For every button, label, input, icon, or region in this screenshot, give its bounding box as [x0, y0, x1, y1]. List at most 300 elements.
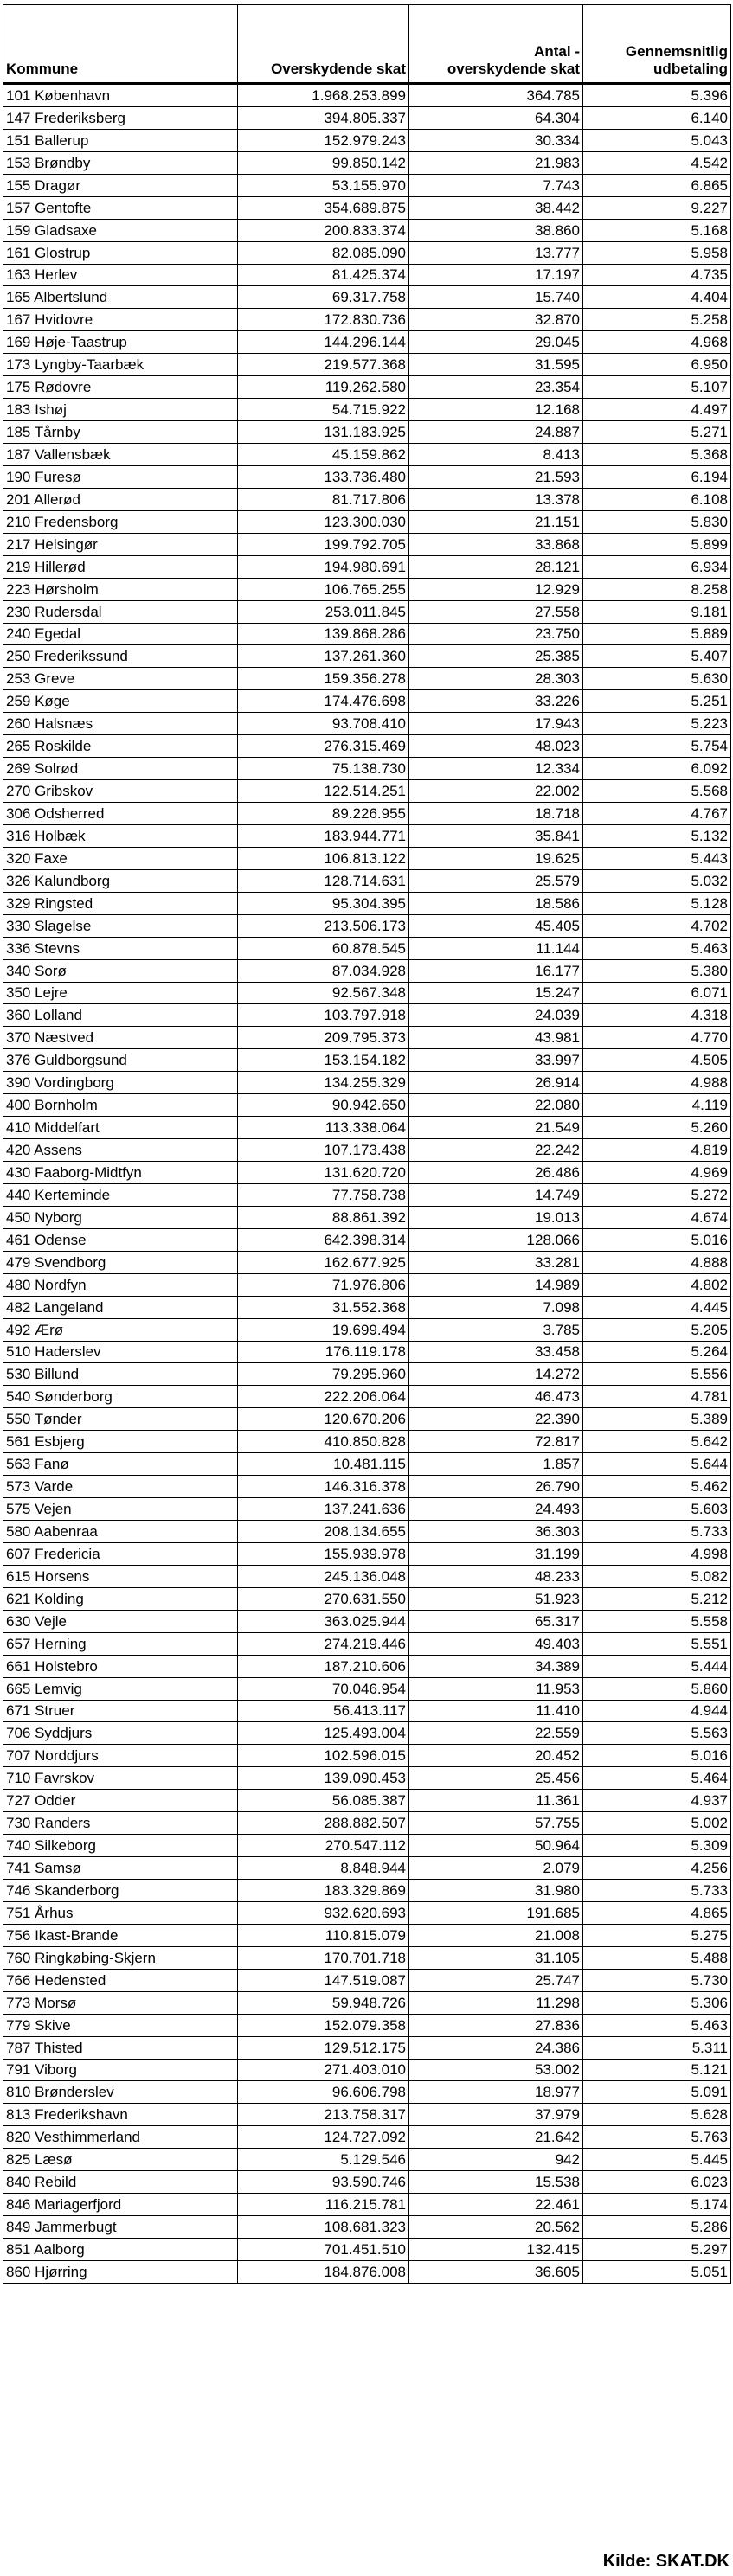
cell-antal: 36.605	[409, 2260, 583, 2283]
cell-antal: 22.461	[409, 2194, 583, 2216]
cell-antal: 19.625	[409, 847, 583, 869]
cell-gennemsnit: 5.032	[583, 869, 731, 892]
cell-gennemsnit: 5.168	[583, 219, 731, 241]
cell-kommune: 219 Hillerød	[3, 555, 238, 578]
cell-overskydende-skat: 53.155.970	[238, 174, 409, 196]
cell-gennemsnit: 4.674	[583, 1206, 731, 1228]
table-row	[3, 623, 731, 645]
cell-antal: 13.777	[409, 241, 583, 264]
cell-overskydende-skat: 82.085.090	[238, 241, 409, 264]
cell-overskydende-skat: 133.736.480	[238, 465, 409, 488]
table-row	[3, 2149, 731, 2171]
cell-antal: 57.755	[409, 1812, 583, 1835]
cell-kommune: 607 Fredericia	[3, 1542, 238, 1565]
cell-antal: 24.493	[409, 1498, 583, 1521]
table-row	[3, 1318, 731, 1341]
cell-overskydende-skat: 183.944.771	[238, 824, 409, 847]
cell-kommune: 760 Ringkøbing-Skjern	[3, 1946, 238, 1969]
cell-kommune: 756 Ikast-Brande	[3, 1924, 238, 1946]
table-row	[3, 286, 731, 309]
cell-antal: 20.562	[409, 2216, 583, 2239]
cell-kommune: 561 Esbjerg	[3, 1431, 238, 1453]
cell-overskydende-skat: 270.547.112	[238, 1835, 409, 1857]
cell-antal: 22.559	[409, 1722, 583, 1745]
cell-overskydende-skat: 59.948.726	[238, 1991, 409, 2014]
cell-kommune: 163 Herlev	[3, 264, 238, 286]
cell-antal: 191.685	[409, 1901, 583, 1924]
table-row	[3, 959, 731, 982]
cell-overskydende-skat: 139.090.453	[238, 1767, 409, 1790]
cell-antal: 32.870	[409, 309, 583, 331]
cell-gennemsnit: 4.735	[583, 264, 731, 286]
cell-antal: 23.354	[409, 376, 583, 399]
cell-gennemsnit: 6.194	[583, 465, 731, 488]
header-overskydende-skat: Overskydende skat	[238, 5, 409, 84]
table-row	[3, 2216, 731, 2239]
cell-kommune: 530 Billund	[3, 1363, 238, 1386]
cell-gennemsnit: 4.781	[583, 1386, 731, 1408]
cell-overskydende-skat: 932.620.693	[238, 1901, 409, 1924]
table-row	[3, 376, 731, 399]
cell-antal: 23.750	[409, 623, 583, 645]
table-row	[3, 1790, 731, 1812]
cell-gennemsnit: 5.830	[583, 510, 731, 533]
table-row	[3, 690, 731, 713]
cell-gennemsnit: 5.603	[583, 1498, 731, 1521]
table-row	[3, 1857, 731, 1880]
table-row	[3, 1139, 731, 1162]
cell-antal: 24.887	[409, 421, 583, 444]
table-row	[3, 914, 731, 937]
cell-kommune: 159 Gladsaxe	[3, 219, 238, 241]
cell-overskydende-skat: 75.138.730	[238, 758, 409, 780]
cell-kommune: 250 Frederikssund	[3, 645, 238, 668]
cell-kommune: 169 Høje-Taastrup	[3, 331, 238, 354]
source-credit: Kilde: SKAT.DK	[602, 2552, 730, 2571]
cell-gennemsnit: 5.380	[583, 959, 731, 982]
cell-gennemsnit: 5.311	[583, 2036, 731, 2059]
table-row	[3, 1565, 731, 1587]
table-body	[3, 84, 731, 2284]
cell-gennemsnit: 5.563	[583, 1722, 731, 1745]
cell-gennemsnit: 5.464	[583, 1767, 731, 1790]
cell-kommune: 259 Køge	[3, 690, 238, 713]
cell-antal: 43.981	[409, 1027, 583, 1049]
cell-kommune: 479 Svendborg	[3, 1251, 238, 1273]
cell-overskydende-skat: 116.215.781	[238, 2194, 409, 2216]
cell-kommune: 187 Vallensbæk	[3, 444, 238, 466]
table-row	[3, 1677, 731, 1700]
cell-antal: 2.079	[409, 1857, 583, 1880]
cell-gennemsnit: 6.934	[583, 555, 731, 578]
cell-gennemsnit: 5.463	[583, 937, 731, 959]
cell-kommune: 825 Læsø	[3, 2149, 238, 2171]
cell-gennemsnit: 4.505	[583, 1049, 731, 1072]
cell-gennemsnit: 4.988	[583, 1072, 731, 1094]
cell-gennemsnit: 4.969	[583, 1162, 731, 1184]
cell-kommune: 773 Morsø	[3, 1991, 238, 2014]
cell-kommune: 665 Lemvig	[3, 1677, 238, 1700]
cell-overskydende-skat: 102.596.015	[238, 1745, 409, 1767]
cell-gennemsnit: 5.286	[583, 2216, 731, 2239]
cell-antal: 28.303	[409, 668, 583, 690]
cell-kommune: 101 København	[3, 84, 238, 107]
cell-gennemsnit: 4.702	[583, 914, 731, 937]
table-row	[3, 331, 731, 354]
cell-overskydende-skat: 253.011.845	[238, 600, 409, 623]
cell-gennemsnit: 4.445	[583, 1296, 731, 1318]
cell-antal: 24.039	[409, 1004, 583, 1027]
table-row	[3, 1745, 731, 1767]
cell-overskydende-skat: 276.315.469	[238, 735, 409, 758]
table-row	[3, 1610, 731, 1632]
cell-kommune: 336 Stevns	[3, 937, 238, 959]
cell-antal: 48.233	[409, 1565, 583, 1587]
cell-overskydende-skat: 153.154.182	[238, 1049, 409, 1072]
table-row	[3, 1228, 731, 1251]
cell-gennemsnit: 5.306	[583, 1991, 731, 2014]
cell-antal: 48.023	[409, 735, 583, 758]
cell-antal: 25.385	[409, 645, 583, 668]
table-row	[3, 2260, 731, 2283]
cell-antal: 22.390	[409, 1408, 583, 1431]
cell-overskydende-skat: 87.034.928	[238, 959, 409, 982]
cell-kommune: 746 Skanderborg	[3, 1880, 238, 1902]
table-row	[3, 264, 731, 286]
cell-kommune: 306 Odsherred	[3, 803, 238, 825]
cell-gennemsnit: 5.174	[583, 2194, 731, 2216]
cell-antal: 18.718	[409, 803, 583, 825]
cell-antal: 21.008	[409, 1924, 583, 1946]
table-row	[3, 1655, 731, 1677]
cell-kommune: 329 Ringsted	[3, 892, 238, 914]
cell-antal: 17.197	[409, 264, 583, 286]
cell-gennemsnit: 5.091	[583, 2081, 731, 2104]
cell-antal: 29.045	[409, 331, 583, 354]
cell-gennemsnit: 5.860	[583, 1677, 731, 1700]
cell-antal: 25.456	[409, 1767, 583, 1790]
cell-antal: 53.002	[409, 2059, 583, 2081]
cell-kommune: 706 Syddjurs	[3, 1722, 238, 1745]
cell-antal: 38.442	[409, 196, 583, 219]
cell-gennemsnit: 5.251	[583, 690, 731, 713]
cell-gennemsnit: 4.865	[583, 1901, 731, 1924]
cell-antal: 35.841	[409, 824, 583, 847]
cell-kommune: 482 Langeland	[3, 1296, 238, 1318]
cell-antal: 18.586	[409, 892, 583, 914]
table-row	[3, 2126, 731, 2149]
cell-kommune: 316 Holbæk	[3, 824, 238, 847]
cell-kommune: 151 Ballerup	[3, 129, 238, 151]
table-row	[3, 555, 731, 578]
table-row	[3, 1251, 731, 1273]
cell-antal: 128.066	[409, 1228, 583, 1251]
cell-gennemsnit: 5.556	[583, 1363, 731, 1386]
cell-gennemsnit: 5.297	[583, 2239, 731, 2261]
cell-kommune: 741 Samsø	[3, 1857, 238, 1880]
cell-antal: 11.298	[409, 1991, 583, 2014]
cell-antal: 50.964	[409, 1835, 583, 1857]
cell-overskydende-skat: 79.295.960	[238, 1363, 409, 1386]
cell-overskydende-skat: 8.848.944	[238, 1857, 409, 1880]
cell-overskydende-skat: 209.795.373	[238, 1027, 409, 1049]
cell-gennemsnit: 5.212	[583, 1587, 731, 1610]
cell-antal: 21.549	[409, 1117, 583, 1139]
cell-antal: 11.144	[409, 937, 583, 959]
table-row	[3, 1296, 731, 1318]
cell-gennemsnit: 5.630	[583, 668, 731, 690]
cell-antal: 33.281	[409, 1251, 583, 1273]
cell-overskydende-skat: 184.876.008	[238, 2260, 409, 2283]
cell-gennemsnit: 5.763	[583, 2126, 731, 2149]
cell-overskydende-skat: 194.980.691	[238, 555, 409, 578]
cell-overskydende-skat: 70.046.954	[238, 1677, 409, 1700]
cell-overskydende-skat: 701.451.510	[238, 2239, 409, 2261]
cell-gennemsnit: 5.205	[583, 1318, 731, 1341]
cell-kommune: 340 Sorø	[3, 959, 238, 982]
cell-antal: 21.593	[409, 465, 583, 488]
table-row	[3, 1476, 731, 1498]
table-row	[3, 1946, 731, 1969]
table-row	[3, 2239, 731, 2261]
cell-overskydende-skat: 131.183.925	[238, 421, 409, 444]
cell-gennemsnit: 4.802	[583, 1273, 731, 1296]
cell-gennemsnit: 5.264	[583, 1341, 731, 1363]
table-row	[3, 309, 731, 331]
cell-overskydende-skat: 137.261.360	[238, 645, 409, 668]
cell-overskydende-skat: 176.119.178	[238, 1341, 409, 1363]
table-row	[3, 600, 731, 623]
cell-kommune: 846 Mariagerfjord	[3, 2194, 238, 2216]
table-row	[3, 869, 731, 892]
cell-kommune: 240 Egedal	[3, 623, 238, 645]
cell-antal: 8.413	[409, 444, 583, 466]
cell-overskydende-skat: 19.699.494	[238, 1318, 409, 1341]
cell-overskydende-skat: 108.681.323	[238, 2216, 409, 2239]
cell-overskydende-skat: 120.670.206	[238, 1408, 409, 1431]
cell-gennemsnit: 5.463	[583, 2014, 731, 2036]
table-row	[3, 1027, 731, 1049]
cell-gennemsnit: 6.023	[583, 2171, 731, 2194]
cell-overskydende-skat: 124.727.092	[238, 2126, 409, 2149]
table-row	[3, 2104, 731, 2126]
cell-kommune: 550 Tønder	[3, 1408, 238, 1431]
table-row	[3, 106, 731, 129]
cell-gennemsnit: 9.227	[583, 196, 731, 219]
header-row	[3, 5, 731, 84]
cell-overskydende-skat: 95.304.395	[238, 892, 409, 914]
cell-antal: 31.595	[409, 354, 583, 376]
table-row	[3, 1341, 731, 1363]
cell-overskydende-skat: 106.765.255	[238, 578, 409, 600]
cell-kommune: 840 Rebild	[3, 2171, 238, 2194]
cell-gennemsnit: 6.071	[583, 982, 731, 1004]
cell-kommune: 253 Greve	[3, 668, 238, 690]
cell-antal: 16.177	[409, 959, 583, 982]
cell-kommune: 630 Vejle	[3, 1610, 238, 1632]
cell-overskydende-skat: 174.476.698	[238, 690, 409, 713]
cell-gennemsnit: 5.223	[583, 713, 731, 735]
cell-gennemsnit: 5.958	[583, 241, 731, 264]
cell-antal: 33.458	[409, 1341, 583, 1363]
cell-overskydende-skat: 81.717.806	[238, 488, 409, 510]
cell-kommune: 492 Ærø	[3, 1318, 238, 1341]
cell-antal: 13.378	[409, 488, 583, 510]
cell-antal: 38.860	[409, 219, 583, 241]
cell-gennemsnit: 6.108	[583, 488, 731, 510]
table-row	[3, 824, 731, 847]
table-row	[3, 1498, 731, 1521]
cell-kommune: 810 Brønderslev	[3, 2081, 238, 2104]
cell-gennemsnit: 5.568	[583, 780, 731, 803]
cell-overskydende-skat: 134.255.329	[238, 1072, 409, 1094]
cell-antal: 14.989	[409, 1273, 583, 1296]
cell-kommune: 190 Furesø	[3, 465, 238, 488]
table-row	[3, 2014, 731, 2036]
cell-antal: 1.857	[409, 1453, 583, 1476]
table-row	[3, 1767, 731, 1790]
cell-gennemsnit: 4.256	[583, 1857, 731, 1880]
cell-kommune: 710 Favrskov	[3, 1767, 238, 1790]
table-row	[3, 1117, 731, 1139]
cell-kommune: 173 Lyngby-Taarbæk	[3, 354, 238, 376]
cell-antal: 30.334	[409, 129, 583, 151]
cell-gennemsnit: 5.396	[583, 84, 731, 107]
table-row	[3, 1183, 731, 1206]
cell-kommune: 450 Nyborg	[3, 1206, 238, 1228]
cell-kommune: 580 Aabenraa	[3, 1521, 238, 1543]
table-row	[3, 1521, 731, 1543]
cell-overskydende-skat: 113.338.064	[238, 1117, 409, 1139]
table-row	[3, 1991, 731, 2014]
cell-kommune: 480 Nordfyn	[3, 1273, 238, 1296]
cell-gennemsnit: 6.092	[583, 758, 731, 780]
header-antal-line1: Antal -	[534, 42, 580, 60]
cell-overskydende-skat: 274.219.446	[238, 1632, 409, 1655]
cell-overskydende-skat: 213.506.173	[238, 914, 409, 937]
table-row	[3, 421, 731, 444]
cell-antal: 26.914	[409, 1072, 583, 1094]
cell-overskydende-skat: 199.792.705	[238, 533, 409, 555]
cell-overskydende-skat: 31.552.368	[238, 1296, 409, 1318]
table-row	[3, 1072, 731, 1094]
cell-overskydende-skat: 159.356.278	[238, 668, 409, 690]
cell-overskydende-skat: 96.606.798	[238, 2081, 409, 2104]
cell-overskydende-skat: 103.797.918	[238, 1004, 409, 1027]
table-row	[3, 1094, 731, 1117]
cell-kommune: 510 Haderslev	[3, 1341, 238, 1363]
cell-kommune: 621 Kolding	[3, 1587, 238, 1610]
cell-gennemsnit: 5.016	[583, 1745, 731, 1767]
cell-kommune: 420 Assens	[3, 1139, 238, 1162]
table-row	[3, 1049, 731, 1072]
table-row	[3, 713, 731, 735]
cell-kommune: 370 Næstved	[3, 1027, 238, 1049]
cell-gennemsnit: 4.998	[583, 1542, 731, 1565]
cell-kommune: 563 Fanø	[3, 1453, 238, 1476]
cell-antal: 11.361	[409, 1790, 583, 1812]
table-row	[3, 1880, 731, 1902]
cell-overskydende-skat: 93.708.410	[238, 713, 409, 735]
cell-kommune: 330 Slagelse	[3, 914, 238, 937]
cell-gennemsnit: 4.968	[583, 331, 731, 354]
cell-kommune: 851 Aalborg	[3, 2239, 238, 2261]
cell-gennemsnit: 5.462	[583, 1476, 731, 1498]
table-row	[3, 2194, 731, 2216]
cell-kommune: 791 Viborg	[3, 2059, 238, 2081]
cell-overskydende-skat: 119.262.580	[238, 376, 409, 399]
cell-antal: 49.403	[409, 1632, 583, 1655]
header-gennemsnitlig-line1: Gennemsnitlig	[625, 42, 728, 60]
cell-gennemsnit: 5.644	[583, 1453, 731, 1476]
cell-antal: 36.303	[409, 1521, 583, 1543]
cell-overskydende-skat: 642.398.314	[238, 1228, 409, 1251]
cell-kommune: 730 Randers	[3, 1812, 238, 1835]
cell-antal: 46.473	[409, 1386, 583, 1408]
cell-gennemsnit: 4.819	[583, 1139, 731, 1162]
cell-gennemsnit: 5.132	[583, 824, 731, 847]
table-row	[3, 1542, 731, 1565]
cell-kommune: 320 Faxe	[3, 847, 238, 869]
cell-kommune: 326 Kalundborg	[3, 869, 238, 892]
table-row	[3, 84, 731, 107]
table-row	[3, 444, 731, 466]
table-row	[3, 196, 731, 219]
cell-antal: 24.386	[409, 2036, 583, 2059]
table-row	[3, 241, 731, 264]
cell-overskydende-skat: 152.979.243	[238, 129, 409, 151]
table-row	[3, 2036, 731, 2059]
cell-kommune: 440 Kerteminde	[3, 1183, 238, 1206]
cell-gennemsnit: 5.258	[583, 309, 731, 331]
cell-kommune: 787 Thisted	[3, 2036, 238, 2059]
cell-gennemsnit: 4.937	[583, 1790, 731, 1812]
cell-kommune: 390 Vordingborg	[3, 1072, 238, 1094]
cell-gennemsnit: 4.888	[583, 1251, 731, 1273]
table-row	[3, 533, 731, 555]
cell-gennemsnit: 5.444	[583, 1655, 731, 1677]
cell-gennemsnit: 5.368	[583, 444, 731, 466]
cell-overskydende-skat: 208.134.655	[238, 1521, 409, 1543]
header-antal-line2: overskydende skat	[447, 61, 580, 78]
cell-antal: 72.817	[409, 1431, 583, 1453]
cell-overskydende-skat: 288.882.507	[238, 1812, 409, 1835]
cell-overskydende-skat: 69.317.758	[238, 286, 409, 309]
cell-antal: 20.452	[409, 1745, 583, 1767]
cell-antal: 33.868	[409, 533, 583, 555]
cell-kommune: 350 Lejre	[3, 982, 238, 1004]
cell-overskydende-skat: 270.631.550	[238, 1587, 409, 1610]
cell-antal: 31.105	[409, 1946, 583, 1969]
cell-overskydende-skat: 131.620.720	[238, 1162, 409, 1184]
cell-antal: 12.168	[409, 399, 583, 421]
table-row	[3, 2171, 731, 2194]
cell-overskydende-skat: 92.567.348	[238, 982, 409, 1004]
cell-kommune: 813 Frederikshavn	[3, 2104, 238, 2126]
cell-antal: 364.785	[409, 84, 583, 107]
cell-gennemsnit: 5.128	[583, 892, 731, 914]
cell-gennemsnit: 4.318	[583, 1004, 731, 1027]
cell-gennemsnit: 5.558	[583, 1610, 731, 1632]
cell-antal: 18.977	[409, 2081, 583, 2104]
cell-kommune: 223 Hørsholm	[3, 578, 238, 600]
table-row	[3, 578, 731, 600]
cell-kommune: 573 Varde	[3, 1476, 238, 1498]
table-row	[3, 780, 731, 803]
table-row	[3, 758, 731, 780]
header-kommune: Kommune	[3, 5, 238, 84]
cell-overskydende-skat: 137.241.636	[238, 1498, 409, 1521]
